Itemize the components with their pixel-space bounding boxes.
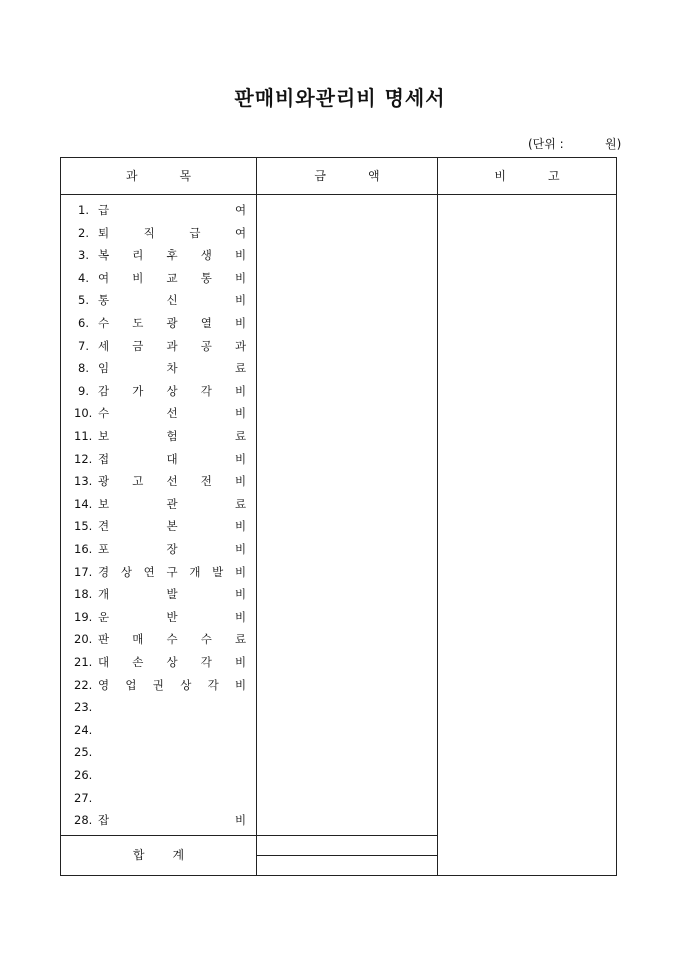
item-char: 경 (98, 564, 110, 579)
item-number: 12. (74, 451, 93, 466)
item-char: 열 (200, 316, 212, 330)
item-char: 급 (98, 203, 110, 217)
item-char: 통 (98, 293, 110, 308)
header-divider (61, 194, 616, 195)
item-row (74, 722, 246, 745)
unit-label (528, 135, 622, 152)
item-char: 수 (98, 406, 110, 421)
item-char: 각 (207, 677, 219, 692)
item-char: 광 (166, 316, 178, 330)
item-char: 상 (120, 564, 132, 579)
item-char: 신 (166, 293, 178, 308)
item-number: 28. (74, 813, 93, 828)
col-divider-subject (256, 158, 257, 875)
item-char: 영 (98, 677, 110, 692)
item-number: 26. (74, 768, 93, 782)
item-number: 24. (74, 722, 93, 737)
item-row (78, 271, 246, 293)
item-row (74, 790, 246, 813)
item-char: 생 (200, 248, 212, 263)
item-char: 비 (235, 474, 247, 489)
item-char: 상 (180, 677, 192, 692)
item-number: 25. (74, 745, 93, 760)
item-row (74, 519, 247, 541)
item-char: 매 (132, 632, 144, 647)
item-number: 7. (78, 338, 89, 353)
item-row (74, 451, 247, 474)
item-number: 3. (78, 248, 89, 263)
item-char: 비 (235, 587, 247, 602)
item-row (74, 542, 247, 564)
item-number: 14. (74, 496, 93, 511)
item-char: 고 (132, 474, 144, 489)
item-char: 금 (132, 338, 144, 353)
item-char: 보 (98, 496, 110, 511)
item-char: 감 (98, 383, 110, 398)
item-number: 16. (74, 542, 93, 556)
item-row (74, 700, 246, 722)
item-char: 료 (235, 429, 247, 443)
item-number: 5. (78, 293, 89, 308)
item-char: 교 (166, 270, 178, 285)
item-char: 포 (98, 542, 110, 556)
col-divider-amount (437, 158, 438, 875)
header-subject: 과 목 (125, 169, 192, 183)
item-char: 료 (235, 496, 247, 511)
unit-close: 원) (605, 137, 622, 151)
item-number: 11. (74, 429, 93, 443)
item-char: 장 (166, 542, 178, 556)
item-row (74, 745, 246, 767)
item-char: 상 (166, 383, 178, 398)
item-number: 13. (74, 474, 93, 489)
item-row (74, 496, 247, 519)
page-title: 판매비와관리비 명세서 (234, 86, 446, 110)
item-row (74, 655, 247, 677)
item-char: 비 (235, 383, 247, 398)
item-char: 발 (212, 564, 224, 579)
item-char: 료 (235, 632, 247, 647)
item-row (74, 587, 247, 609)
item-char: 접 (98, 451, 110, 466)
item-char: 손 (132, 655, 144, 669)
item-char: 비 (235, 609, 247, 624)
item-number: 21. (74, 655, 93, 669)
item-char: 통 (200, 270, 212, 285)
item-char: 판 (98, 632, 110, 647)
item-char: 각 (200, 383, 212, 398)
item-char: 권 (152, 677, 164, 692)
item-char: 운 (98, 609, 110, 624)
item-row (78, 361, 246, 383)
item-char: 보 (98, 429, 110, 443)
item-row (74, 677, 247, 700)
item-char: 비 (235, 542, 247, 556)
item-char: 급 (189, 225, 201, 240)
item-row (74, 429, 247, 451)
item-char: 도 (132, 316, 144, 330)
item-row (74, 564, 247, 587)
header-note: 비 고 (494, 169, 560, 183)
item-char: 견 (98, 519, 110, 534)
item-char: 연 (143, 564, 155, 579)
item-row (78, 203, 246, 225)
item-row (78, 316, 246, 338)
item-char: 본 (166, 519, 178, 534)
item-char: 세 (98, 338, 110, 353)
item-row (74, 813, 247, 835)
item-char: 후 (166, 248, 178, 263)
total-label: 합 계 (132, 848, 185, 862)
item-number: 1. (78, 203, 89, 217)
item-char: 반 (166, 609, 178, 624)
item-number: 8. (78, 361, 89, 376)
item-row (78, 226, 246, 248)
item-char: 임 (98, 361, 110, 376)
item-char: 비 (235, 293, 247, 308)
item-char: 직 (143, 225, 155, 240)
item-number: 9. (78, 383, 89, 398)
item-char: 비 (235, 519, 247, 534)
item-char: 가 (132, 383, 144, 398)
item-number: 10. (74, 406, 93, 421)
item-char: 전 (200, 474, 212, 489)
item-char: 리 (132, 248, 144, 263)
item-char: 선 (166, 474, 178, 489)
item-row (74, 609, 247, 632)
item-char: 비 (235, 248, 247, 263)
item-char: 수 (98, 316, 110, 330)
item-char: 광 (98, 474, 110, 489)
item-number: 19. (74, 609, 93, 624)
item-char: 험 (166, 429, 178, 443)
item-number: 22. (74, 677, 93, 692)
item-row (74, 632, 247, 654)
unit-open: (단위 : (528, 137, 564, 151)
item-char: 선 (166, 406, 178, 421)
item-char: 상 (166, 655, 178, 669)
item-number: 4. (78, 270, 89, 285)
item-char: 여 (235, 203, 247, 217)
item-char: 업 (125, 677, 137, 692)
item-char: 공 (200, 338, 212, 353)
item-char: 비 (235, 270, 247, 285)
item-char: 퇴 (98, 225, 110, 240)
item-char: 대 (166, 451, 178, 466)
item-char: 잡 (98, 813, 110, 828)
item-char: 수 (166, 632, 178, 647)
item-row (74, 406, 247, 428)
item-char: 비 (235, 451, 247, 466)
item-char: 비 (235, 677, 247, 692)
item-char: 차 (166, 361, 178, 376)
item-number: 15. (74, 519, 93, 534)
item-char: 여 (235, 225, 247, 240)
item-number: 20. (74, 632, 93, 647)
item-char: 과 (166, 338, 178, 353)
total-amount-divider (256, 855, 437, 856)
item-char: 과 (235, 338, 247, 353)
item-char: 수 (200, 632, 212, 647)
item-row (78, 339, 246, 361)
item-char: 복 (98, 248, 110, 263)
item-char: 대 (98, 655, 110, 669)
item-number: 17. (74, 564, 93, 579)
item-row (78, 293, 246, 315)
item-char: 료 (235, 361, 247, 376)
item-char: 관 (166, 496, 178, 511)
item-char: 개 (189, 564, 201, 579)
item-char: 비 (235, 316, 247, 330)
item-number: 2. (78, 225, 89, 240)
item-char: 비 (235, 564, 247, 579)
header-amount: 금 액 (314, 169, 380, 183)
item-number: 27. (74, 790, 93, 805)
item-number: 23. (74, 700, 93, 715)
item-char: 각 (200, 655, 212, 669)
item-char: 비 (235, 406, 247, 421)
item-char: 비 (235, 813, 247, 828)
item-char: 구 (166, 564, 178, 579)
item-char: 여 (98, 270, 110, 285)
item-char: 개 (98, 587, 110, 602)
item-char: 비 (132, 270, 144, 285)
statement-table (60, 157, 617, 876)
item-char: 비 (235, 655, 247, 669)
item-number: 18. (74, 587, 93, 602)
item-row (74, 768, 246, 790)
item-number: 6. (78, 316, 89, 330)
item-row (78, 248, 246, 270)
item-row (74, 474, 247, 496)
item-char: 발 (166, 587, 178, 602)
item-row (78, 384, 246, 406)
